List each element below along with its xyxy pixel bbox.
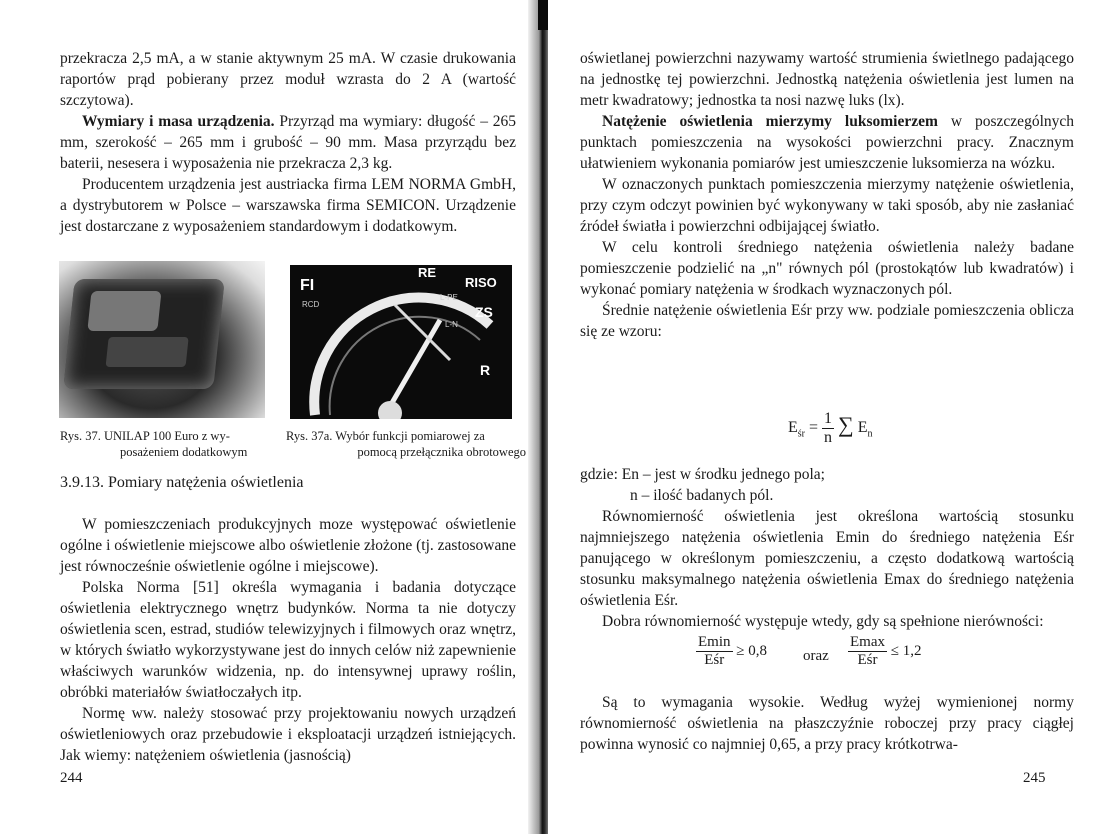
formula-legend (580, 464, 980, 506)
legend-line: gdzie: En – jest w środku jednego pola; (580, 466, 825, 483)
inequality-rel: ≥ 0,8 (736, 642, 767, 659)
dimensions-text: Przyrząd ma wymiary: długość – 265 mm, szerokość – 265 mm i grubość – 90 mm. Masa przyrządu bez baterii, nesesera i wyposażenia nie przekracza 2,3 kg. (60, 113, 517, 172)
final-text (580, 692, 1074, 755)
meter-device-image (63, 279, 225, 389)
unilap-photo (59, 261, 265, 418)
left-body-text (60, 514, 516, 766)
inequality-den: Eśr (857, 652, 878, 668)
left-page (0, 0, 540, 834)
dial-label: RCD (302, 300, 320, 309)
right-page (548, 0, 1112, 834)
rotary-switch-photo (290, 265, 512, 419)
luxmeter-heading: Natężenie oświetlenia mierzymy luksomierzem (602, 113, 938, 130)
paragraph: oświetlanej powierzchni nazywamy wartość strumienia świetlnego padającego na jednostkę tej powierzchni. Jednostką natężenia oświetlenia jest lumen na metr kwadratowy; jednostka ta nosi nazwę luks (lx). (580, 50, 1074, 109)
paragraph: W pomieszczeniach produkcyjnych moze występować oświetlenie ogólne i oświetlenie miejscowe albo oświetlenie złożone (tj. zastosowane jest równocześnie oświetlenie ogólne i miejscowe). (60, 516, 516, 575)
luxmeter-paragraph (580, 111, 1074, 174)
paragraph: Normę ww. należy stosować przy projektowaniu nowych urządzeń oświetleniowych oraz przebudowie i eksploatacji urządzeń istniejących. Jak wiemy: natężeniem oświetlenia (jasnością) (60, 705, 516, 764)
paragraph: W celu kontroli średniego natężenia oświetlenia należy badane pomieszczenie podzielić na „n" równych pól (prostokątów lub kwadratów) i wykonać pomiary natężenia w środkach wyznaczonych pól. (580, 239, 1074, 298)
oraz-word: oraz (803, 648, 829, 664)
page-number: 244 (60, 770, 83, 786)
figure-37-caption (60, 428, 275, 460)
paragraph: Producentem urządzenia jest austriacka firma LEM NORMA GmbH, a dystrybutorem w Polsce – warszawska firma SEMICON. Urządzenie jest dostarczane z wyposażeniem standardowym i dodatkowym. (60, 176, 516, 235)
dial-label: FI (300, 277, 315, 294)
dial-label: ZS (475, 304, 493, 320)
dial-label: RE (418, 265, 437, 280)
formula-lhs-sub: śr (797, 428, 806, 440)
legend-line: n – ilość badanych pól. (630, 487, 774, 504)
inequality-fraction (848, 634, 887, 669)
formula-den: n (824, 429, 833, 446)
formula-sum: ∑ (838, 412, 854, 438)
inequality-num: Emin (698, 634, 731, 650)
formula-term-sub: n (867, 428, 873, 440)
paragraph: W oznaczonych punktach pomieszczenia mierzymy natężenie oświetlenia, przy czym odczyt powinien być wykonywany w taki sposób, aby nie zasłaniać źródeł światła i powierzchni odbijającej światło. (580, 176, 1074, 235)
dial-label: R (480, 362, 491, 378)
paragraph: Polska Norma [51] określa wymagania i badania dotyczące oświetlenia elektrycznego wnętrz budynków. Norma ta nie dotyczy oświetlenia scen, estrad, studiów telewizyjnych i filmowych oraz wnętrz, w których światło wykorzystywane jest do innych celów niż zapewnienie właściwych warunków widzenia, np. do intensywnej uprawy roślin, obróbki materiałów światłoczałych itp. (60, 579, 516, 701)
luxmeter-text: w poszczególnych punktach pomieszczenia na wysokości powierzchni pracy. Znacznym ułatwieniem wykonania pomiarów jest umieszczenie luksomierza na wózku. (580, 113, 1075, 172)
formula-fraction (822, 410, 834, 447)
inequality-rel: ≤ 1,2 (890, 642, 922, 659)
right-top-text (580, 48, 1074, 342)
formula-term: E (857, 419, 868, 437)
dial-label: L-PE (440, 293, 458, 302)
paragraph: Równomierność oświetlenia jest określona wartością stosunku najmniejszego natężenia oświetlenia Emin do średniego natężenia Eśr panującego w określonym pomieszczeniu, a często dodatkową wartością stosunku maksymalnego natężenia oświetlenia Emax do średniego natężenia oświetlenia Eśr. (580, 508, 1074, 609)
section-title: 3.9.13. Pomiary natężenia oświetlenia (60, 474, 304, 491)
caption-line: pomocą przełącznika obrotowego (357, 445, 526, 459)
rotary-switch-graphic (290, 265, 512, 419)
page-number: 245 (1023, 770, 1046, 786)
uniformity-text (580, 506, 1074, 632)
inequality-max (848, 634, 921, 684)
caption-line: Rys. 37. UNILAP 100 Euro z wy- (60, 429, 230, 443)
average-illuminance-formula (788, 410, 928, 460)
paragraph: Są to wymagania wysokie. Według wyżej wymienionej normy równomierność oświetlenia na płaszczyźnie roboczej przy pracy ciągłej powinna wynosić co najmniej 0,65, a przy pracy krótkotrwa- (580, 694, 1074, 753)
paragraph: Dobra równomierność występuje wtedy, gdy są spełnione nierówności: (602, 613, 1044, 630)
formula-eq: = (809, 419, 819, 437)
inequality-num: Emax (850, 634, 885, 650)
dimensions-heading: Wymiary i masa urządzenia. (82, 113, 275, 130)
paragraph: przekracza 2,5 mA, a w stanie aktywnym 25 mA. W czasie drukowania raportów prąd pobierany przez moduł wzrasta do 2 A (wartość szczytowa). (60, 50, 516, 109)
inequality-min (696, 634, 767, 684)
figure-37a-caption (286, 428, 526, 460)
formula-num: 1 (824, 410, 833, 427)
inequality-den: Eśr (704, 652, 725, 668)
dimensions-paragraph (60, 111, 516, 174)
inequality-fraction (696, 634, 733, 669)
paragraph: Średnie natężenie oświetlenia Eśr przy ww. podziale pomieszczenia oblicza się ze wzoru: (580, 302, 1074, 340)
caption-line: Rys. 37a. Wybór funkcji pomiarowej za (286, 429, 485, 443)
left-top-text (60, 48, 516, 237)
formula-lhs: E (788, 419, 798, 437)
caption-line: posażeniem dodatkowym (120, 445, 248, 459)
dial-label: RISO (465, 275, 497, 290)
dial-label: L-N (445, 320, 458, 329)
